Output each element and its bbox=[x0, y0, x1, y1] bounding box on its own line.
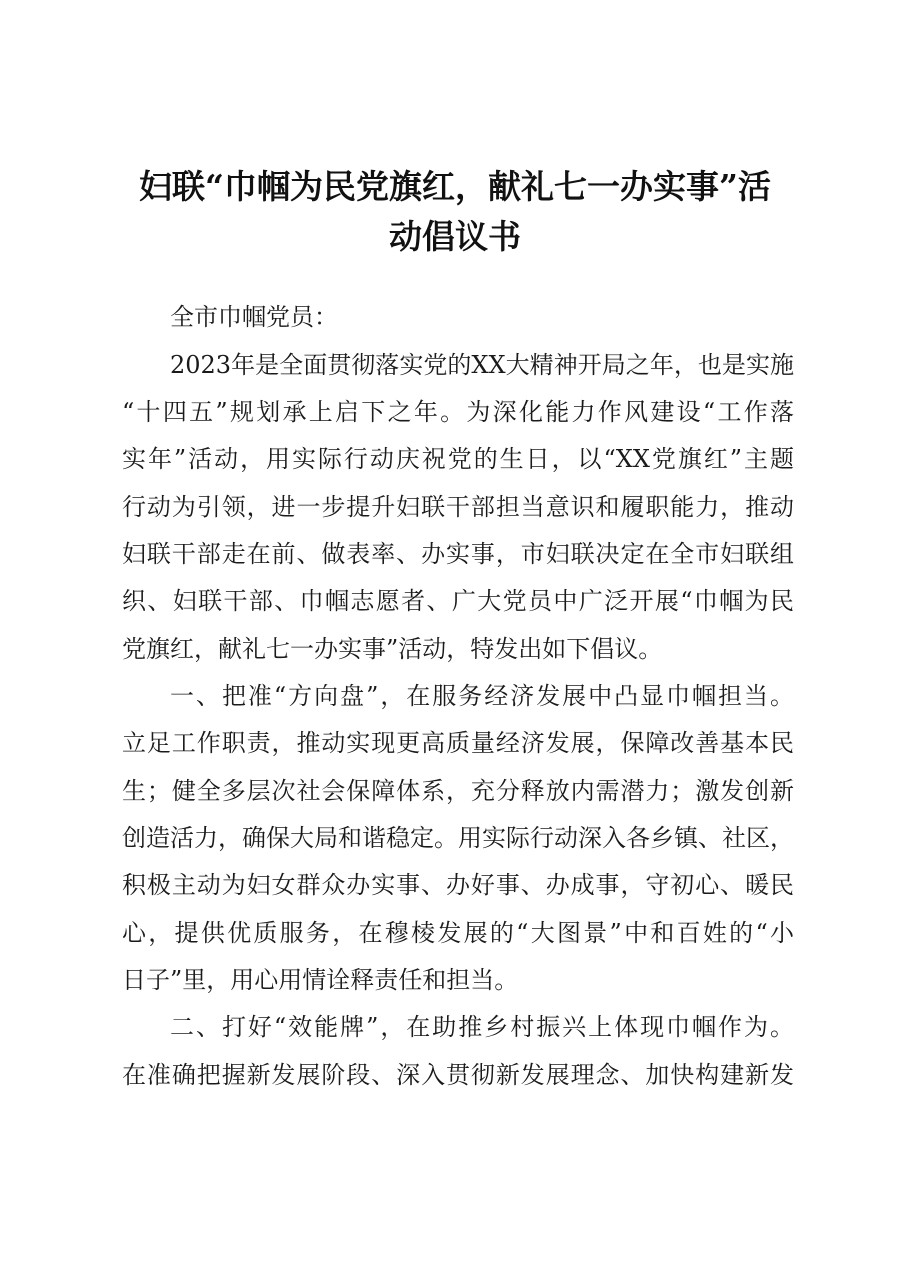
paragraph-line: 立足工作职责，推动实现更高质量经济发展，保障改善基本民 bbox=[122, 729, 794, 757]
section-heading-1: 一、把准“方向盘”，在服务经济发展中凸显巾帼担当。 bbox=[170, 682, 794, 710]
paragraph-line: 党旗红，献礼七一办实事”活动，特发出如下倡议。 bbox=[122, 635, 663, 663]
paragraph-line: 妇联干部走在前、做表率、办实事，市妇联决定在全市妇联组 bbox=[122, 540, 794, 568]
section-heading-2: 二、打好“效能牌”，在助推乡村振兴上体现巾帼作为。 bbox=[170, 1013, 794, 1041]
salutation: 全市巾帼党员： bbox=[170, 303, 338, 331]
paragraph-line: 心，提供优质服务，在穆棱发展的“大图景”中和百姓的“小 bbox=[122, 919, 794, 947]
paragraph-line: “十四五”规划承上启下之年。为深化能力作风建设“工作落 bbox=[122, 398, 794, 426]
document-title-line-1: 妇联“巾帼为民党旗红，献礼七一办实事”活 bbox=[139, 167, 771, 206]
paragraph-line: 积极主动为妇女群众办实事、办好事、办成事，守初心、暖民 bbox=[122, 871, 794, 899]
paragraph-line: 2023年是全面贯彻落实党的XX大精神开局之年，也是实施 bbox=[170, 351, 794, 379]
paragraph-line: 在准确把握新发展阶段、深入贯彻新发展理念、加快构建新发 bbox=[122, 1061, 794, 1089]
paragraph-line: 生；健全多层次社会保障体系，充分释放内需潜力；激发创新 bbox=[122, 777, 794, 805]
document-title-line-2: 动倡议书 bbox=[389, 217, 521, 256]
paragraph-line: 织、妇联干部、巾帼志愿者、广大党员中广泛开展“巾帼为民 bbox=[122, 587, 794, 615]
paragraph-line: 行动为引领，进一步提升妇联干部担当意识和履职能力，推动 bbox=[122, 493, 794, 521]
paragraph-line: 创造活力，确保大局和谐稳定。用实际行动深入各乡镇、社区， bbox=[122, 824, 794, 852]
paragraph-line: 日子”里，用心用情诠释责任和担当。 bbox=[122, 966, 519, 994]
paragraph-line: 实年”活动，用实际行动庆祝党的生日，以“XX党旗红”主题 bbox=[122, 445, 794, 473]
